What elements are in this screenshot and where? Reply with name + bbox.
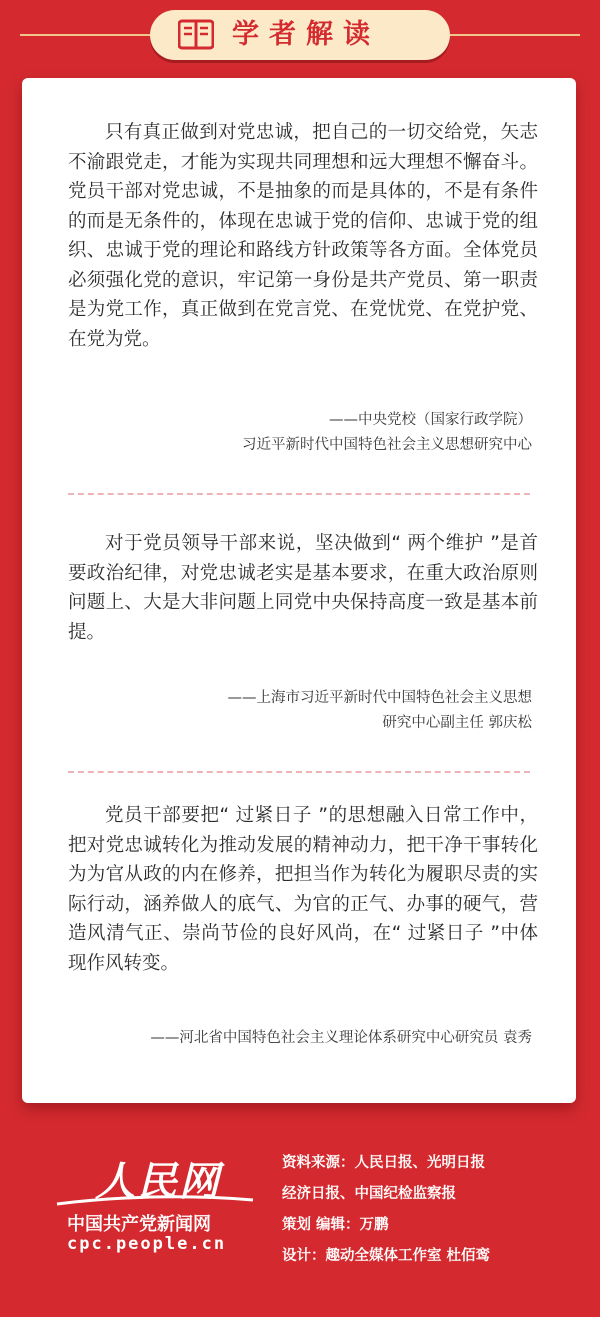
quote-1-source-line2: 习近平新时代中国特色社会主义思想研究中心 <box>242 437 532 453</box>
credit-sources-1: 资料来源：人民日报、光明日报 <box>282 1155 485 1171</box>
quote-divider-1 <box>68 493 530 495</box>
credit-sources-2: 经济日报、中国纪检监察报 <box>282 1186 456 1202</box>
quote-2-text: 对于党员领导干部来说，坚决做到“ 两个维护 ”是首要政治纪律，对党忠诚老实是基本要求，在重大政治原则问题上、大是大非问题上同党中央保持高度一致是基本前提。 <box>68 533 538 643</box>
people-cn-logo[interactable] <box>55 1150 255 1260</box>
quote-1-source <box>52 408 532 458</box>
logo-site-name: 中国共产党新闻网 <box>67 1214 211 1235</box>
header-left-rule <box>20 34 150 36</box>
header-title: 学者解读 <box>232 19 380 50</box>
logo-site-url: cpc.people.cn <box>67 1234 227 1254</box>
header-right-rule <box>450 34 580 36</box>
quote-3-text: 党员干部要把“ 过紧日子 ”的思想融入日常工作中，把对党忠诚转化为推动发展的精神动力，把干净干事转化为为官从政的内在修养，把担当作为转化为履职尽责的实际行动，涵养做人的底气、为官的正气、办事的硬气，营造风清气正、崇尚节俭的良好风尚，在“ 过紧日子 ”中体现作风转变。 <box>68 805 538 974</box>
credit-editor: 策划 编辑：万鹏 <box>282 1217 389 1233</box>
open-book-icon <box>178 19 214 51</box>
logo-script-text: 人民网 <box>95 1158 221 1205</box>
logo-swoosh-icon <box>55 1194 255 1208</box>
quotes-card <box>22 78 576 1103</box>
credit-design: 设计：趣动全媒体工作室 杜佰鸾 <box>282 1248 491 1264</box>
credits-block <box>282 1148 582 1272</box>
quote-2-source <box>52 686 532 736</box>
quote-2-source-line2: 研究中心副主任 郭庆松 <box>382 715 532 731</box>
quote-3-source <box>52 1026 532 1051</box>
header-pill <box>150 10 450 60</box>
quote-divider-2 <box>68 771 530 773</box>
quote-2-source-line1: ——上海市习近平新时代中国特色社会主义思想 <box>227 690 532 706</box>
quote-1-source-line1: ——中央党校（国家行政学院） <box>329 412 532 428</box>
section-header <box>0 0 600 70</box>
quote-3-source-line1: ——河北省中国特色社会主义理论体系研究中心研究员 袁秀 <box>150 1030 532 1046</box>
quote-1-text: 只有真正做到对党忠诚，把自己的一切交给党，矢志不渝跟党走，才能为实现共同理想和远大理想不懈奋斗。党员干部对党忠诚，不是抽象的而是具体的，不是有条件的而是无条件的，体现在忠诚于党的信仰、忠诚于党的组织、忠诚于党的理论和路线方针政策等各方面。全体党员必须强化党的意识，牢记第一身份是共产党员、第一职责是为党工作，真正做到在党言党、在党忧党、在党护党、在党为党。 <box>68 122 538 350</box>
